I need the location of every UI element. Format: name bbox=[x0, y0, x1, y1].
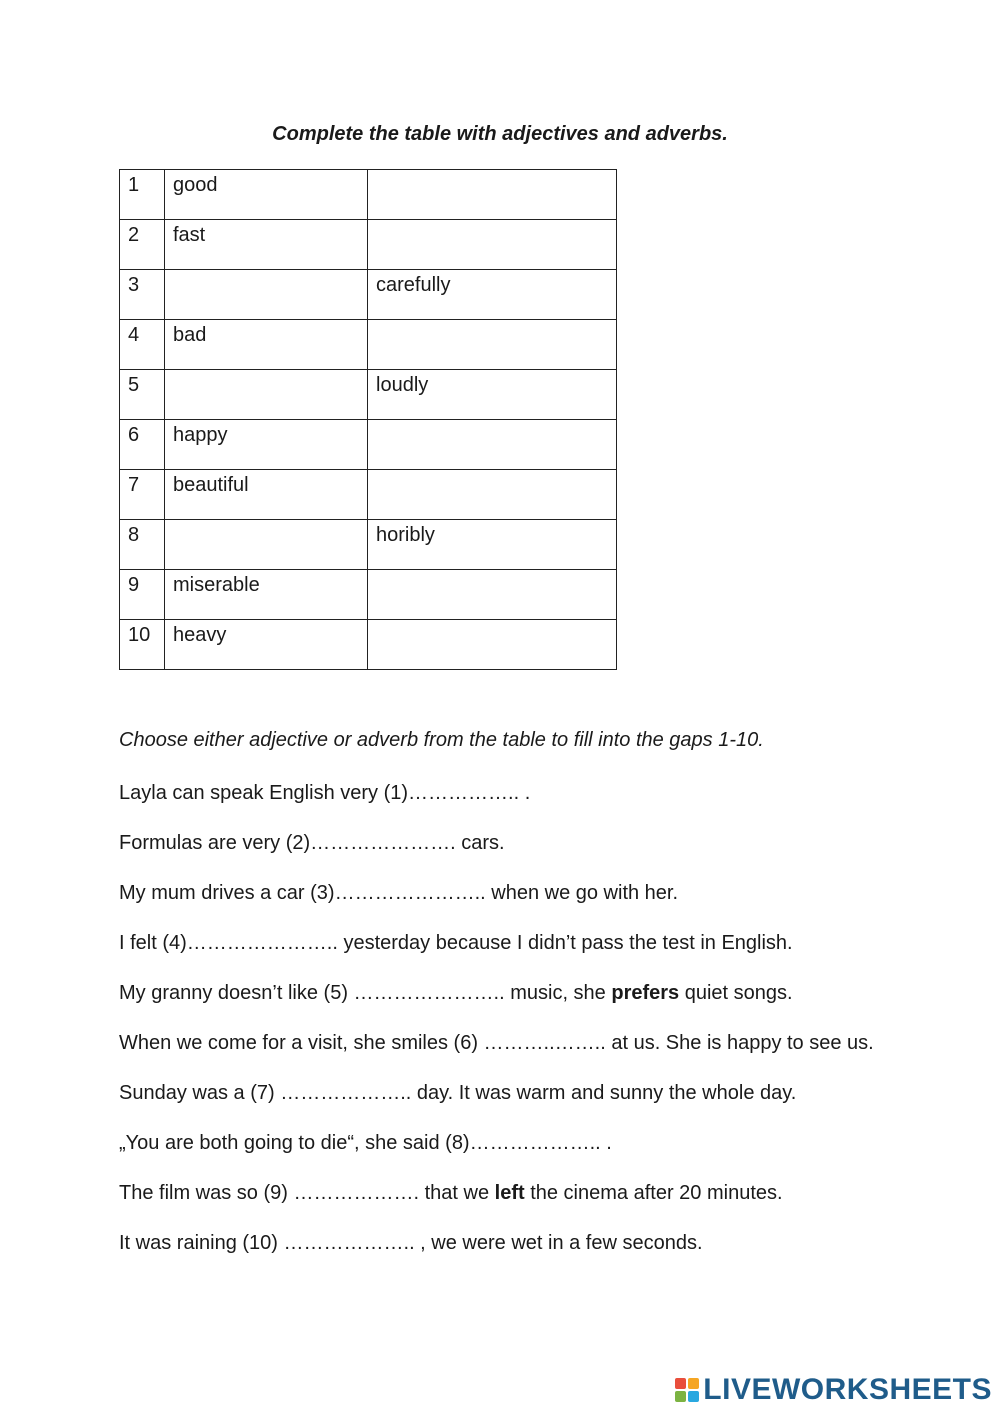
row-number: 9 bbox=[120, 570, 165, 620]
liveworksheets-logo bbox=[675, 1373, 992, 1407]
row-number: 10 bbox=[120, 620, 165, 670]
sentence-9-end: the cinema after 20 minutes. bbox=[524, 1182, 783, 1204]
sentence-9 bbox=[119, 1177, 879, 1210]
adverb-cell bbox=[368, 620, 617, 670]
adverb-cell: loudly bbox=[368, 370, 617, 420]
adjective-adverb-table bbox=[119, 169, 617, 670]
sentence-2: Formulas are very (2)…………………. cars. bbox=[119, 832, 505, 854]
adjective-cell: bad bbox=[165, 320, 368, 370]
adjective-cell bbox=[165, 270, 368, 320]
table-row bbox=[120, 620, 617, 670]
adjective-cell: miserable bbox=[165, 570, 368, 620]
adverb-cell bbox=[368, 170, 617, 220]
worksheet-title: Complete the table with adjectives and adverbs. bbox=[272, 123, 728, 145]
adjective-cell: good bbox=[165, 170, 368, 220]
sentence-7: Sunday was a (7) ……………….. day. It was warm and sunny the whole day. bbox=[119, 1082, 797, 1104]
sentence-9-text: The film was so (9) ………………. that we bbox=[119, 1182, 495, 1204]
adjective-cell bbox=[165, 520, 368, 570]
sentence-10: It was raining (10) ……………….. , we were wet in a few seconds. bbox=[119, 1232, 703, 1254]
adverb-cell bbox=[368, 320, 617, 370]
table-row bbox=[120, 370, 617, 420]
table-row bbox=[120, 220, 617, 270]
sentence-6: When we come for a visit, she smiles (6) ………..…….. at us. She is happy to see us. bbox=[119, 1032, 874, 1054]
sentence-5 bbox=[119, 977, 879, 1010]
sentence-9-bold: left bbox=[494, 1182, 525, 1204]
sentence-5-bold: prefers bbox=[611, 982, 680, 1004]
logo-grid-icon bbox=[675, 1378, 699, 1402]
adverb-cell bbox=[368, 470, 617, 520]
adverb-cell bbox=[368, 220, 617, 270]
adverb-cell: horibly bbox=[368, 520, 617, 570]
sentence-list bbox=[119, 777, 879, 1277]
row-number: 7 bbox=[120, 470, 165, 520]
sentence-8: „You are both going to die“, she said (8)……………….. . bbox=[119, 1132, 612, 1154]
table-row bbox=[120, 170, 617, 220]
gap-fill-instructions: Choose either adjective or adverb from the table to fill into the gaps 1-10. bbox=[119, 729, 764, 751]
row-number: 2 bbox=[120, 220, 165, 270]
adjective-cell bbox=[165, 370, 368, 420]
logo-text: LIVEWORKSHEETS bbox=[703, 1373, 992, 1406]
table-row bbox=[120, 270, 617, 320]
table-row bbox=[120, 320, 617, 370]
adjective-cell: fast bbox=[165, 220, 368, 270]
row-number: 1 bbox=[120, 170, 165, 220]
row-number: 4 bbox=[120, 320, 165, 370]
table-row bbox=[120, 570, 617, 620]
row-number: 6 bbox=[120, 420, 165, 470]
adjective-cell: beautiful bbox=[165, 470, 368, 520]
row-number: 3 bbox=[120, 270, 165, 320]
table-row bbox=[120, 420, 617, 470]
table-row bbox=[120, 470, 617, 520]
adverb-cell: carefully bbox=[368, 270, 617, 320]
sentence-5-end: quiet songs. bbox=[679, 982, 793, 1004]
adverb-cell bbox=[368, 420, 617, 470]
sentence-3: My mum drives a car (3)………………….. when we go with her. bbox=[119, 882, 679, 904]
adjective-cell: happy bbox=[165, 420, 368, 470]
adjective-cell: heavy bbox=[165, 620, 368, 670]
table-row bbox=[120, 520, 617, 570]
sentence-5-text: My granny doesn’t like (5) ………………….. music, she bbox=[119, 982, 612, 1004]
sentence-4: I felt (4)………………….. yesterday because I didn’t pass the test in English. bbox=[119, 932, 793, 954]
adverb-cell bbox=[368, 570, 617, 620]
row-number: 8 bbox=[120, 520, 165, 570]
row-number: 5 bbox=[120, 370, 165, 420]
sentence-1: Layla can speak English very (1)…………….. . bbox=[119, 782, 531, 804]
